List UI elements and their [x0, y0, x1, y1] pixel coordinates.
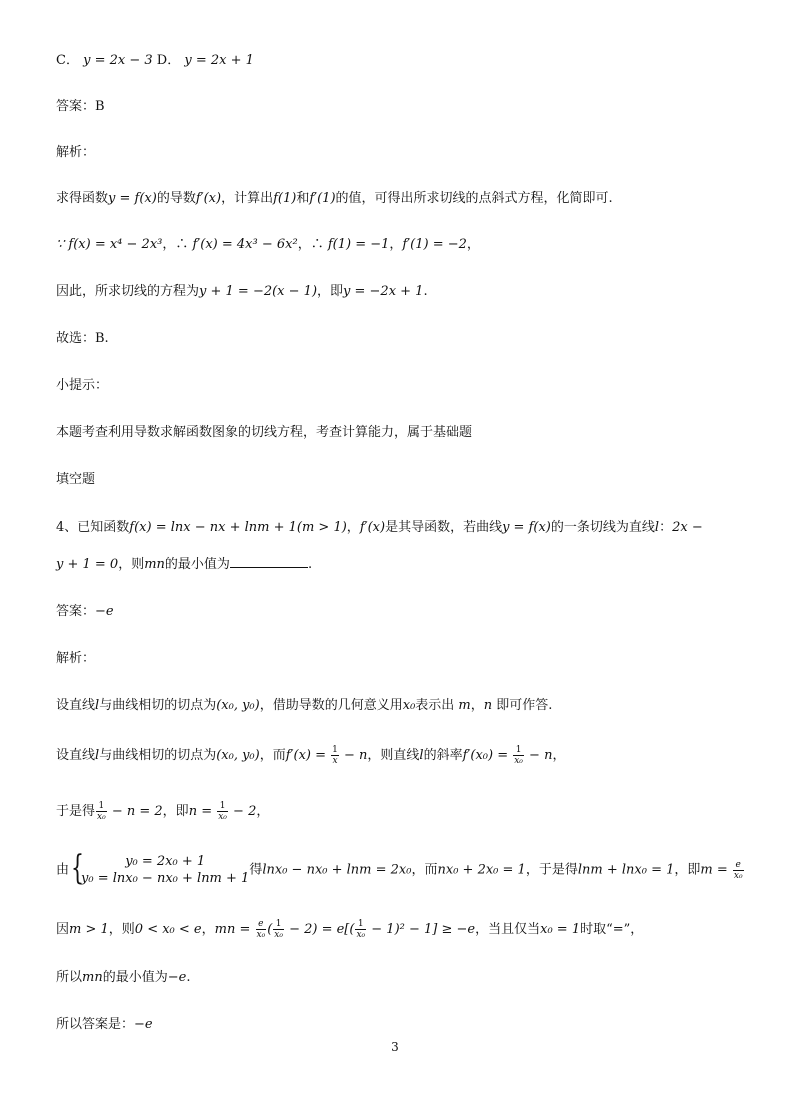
option-c-eq: y = 2x − 3	[83, 53, 153, 68]
q4-analysis-line-2: 设直线l与曲线相切的切点为(x₀, y₀)，而f′(x) = $\frac{1}{x}$ − n，则直线l的斜率f′(x₀) = $\frac{1}{\text{x₀}}$ − n，	[56, 745, 566, 766]
q4-analysis-line-1: 设直线l与曲线相切的切点为(x₀, y₀)，借助导数的几何意义用x₀表示出 m，n 即可作答.	[56, 698, 553, 713]
q4-stem-line-1: 4、已知函数f(x) = lnx − nx + lnm + 1(m > 1)，f′(x)是其导函数，若曲线y = f(x)的一条切线为直线l：2x −	[56, 520, 703, 535]
fraction: $\frac{1}{x}$	[332, 745, 338, 766]
q4-stem-line-2: y + 1 = 0，则mn的最小值为 .	[56, 557, 313, 572]
q3-answer-line	[56, 98, 105, 116]
fraction: $\frac{1}{\text{x₀}}$	[514, 745, 523, 766]
option-d-label: D．	[156, 53, 181, 68]
answer-blank	[230, 555, 308, 568]
q3-tip: 本题考查利用导数求解函数图象的切线方程，考查计算能力，属于基础题	[56, 425, 473, 440]
section-heading-fill-in: 填空题	[56, 472, 96, 487]
q4-analysis-line-4: 由 { y₀ = 2x₀ + 1 y₀ = lnx₀ − nx₀ + lnm + 1 得lnx₀ − nx₀ + lnm = 2x₀，而nx₀ + 2x₀ = 1，于是得lnm + lnx₀ = 1，即m = $\frac{e}{\text{x₀}}$	[56, 848, 743, 888]
q4-analysis-line-7: 所以答案是：−e	[56, 1017, 153, 1032]
page-number: 3	[391, 1040, 399, 1054]
answer-value: B	[95, 99, 105, 114]
q3-choice: 故选：B.	[56, 331, 109, 346]
q4-analysis-line-5: 因m > 1，则0 < x₀ < e，mn = $\frac{e}{\text{x₀}}$ ( $\frac{1}{\text{x₀}}$ − 2) = e[( $\frac{1}{\text{x₀}}$ − 1)² − 1] ≥ −e，当且仅当x₀ = 1时取“=”，	[56, 919, 644, 940]
q4-analysis-line-6: 所以mn的最小值为−e.	[56, 970, 191, 985]
fraction: $\frac{1}{\text{x₀}}$	[218, 801, 227, 822]
fraction: $\frac{1}{\text{x₀}}$	[274, 919, 283, 940]
q3-analysis-line-2: ∵ f(x) = x⁴ − 2x³，∴ f′(x) = 4x³ − 6x²，∴ f(1) = −1，f′(1) = −2，	[56, 237, 480, 252]
answer-prefix: 答案：	[56, 604, 96, 619]
fraction: $\frac{e}{\text{x₀}}$	[733, 859, 743, 881]
options-line	[56, 52, 254, 70]
fraction: $\frac{1}{\text{x₀}}$	[356, 919, 366, 940]
q3-tip-heading: 小提示：	[56, 378, 109, 393]
equation-system: { y₀ = 2x₀ + 1 y₀ = lnx₀ − nx₀ + lnm + 1	[71, 848, 250, 888]
q3-analysis-heading: 解析：	[56, 145, 96, 160]
q4-analysis-line-3: 于是得 $\frac{1}{\text{x₀}}$ − n = 2，即n = $\frac{1}{\text{x₀}}$ − 2，	[56, 801, 270, 822]
answer-value: −e	[95, 604, 114, 619]
q3-analysis-line-1: 求得函数y = f(x)的导数f′(x)，计算出f(1)和f′(1)的值，可得出所求切线的点斜式方程，化简即可.	[56, 191, 613, 206]
left-brace-icon: {	[71, 848, 84, 888]
q4-analysis-heading: 解析：	[56, 651, 96, 666]
q3-analysis-line-3: 因此，所求切线的方程为y + 1 = −2(x − 1)，即y = −2x + 1.	[56, 284, 428, 299]
q4-answer-line	[56, 603, 114, 621]
answer-prefix: 答案：	[56, 99, 96, 114]
fraction: $\frac{1}{\text{x₀}}$	[97, 801, 106, 822]
option-d-eq: y = 2x + 1	[184, 53, 254, 68]
option-c-label: C．	[56, 53, 79, 68]
fraction: $\frac{e}{\text{x₀}}$	[256, 919, 266, 940]
